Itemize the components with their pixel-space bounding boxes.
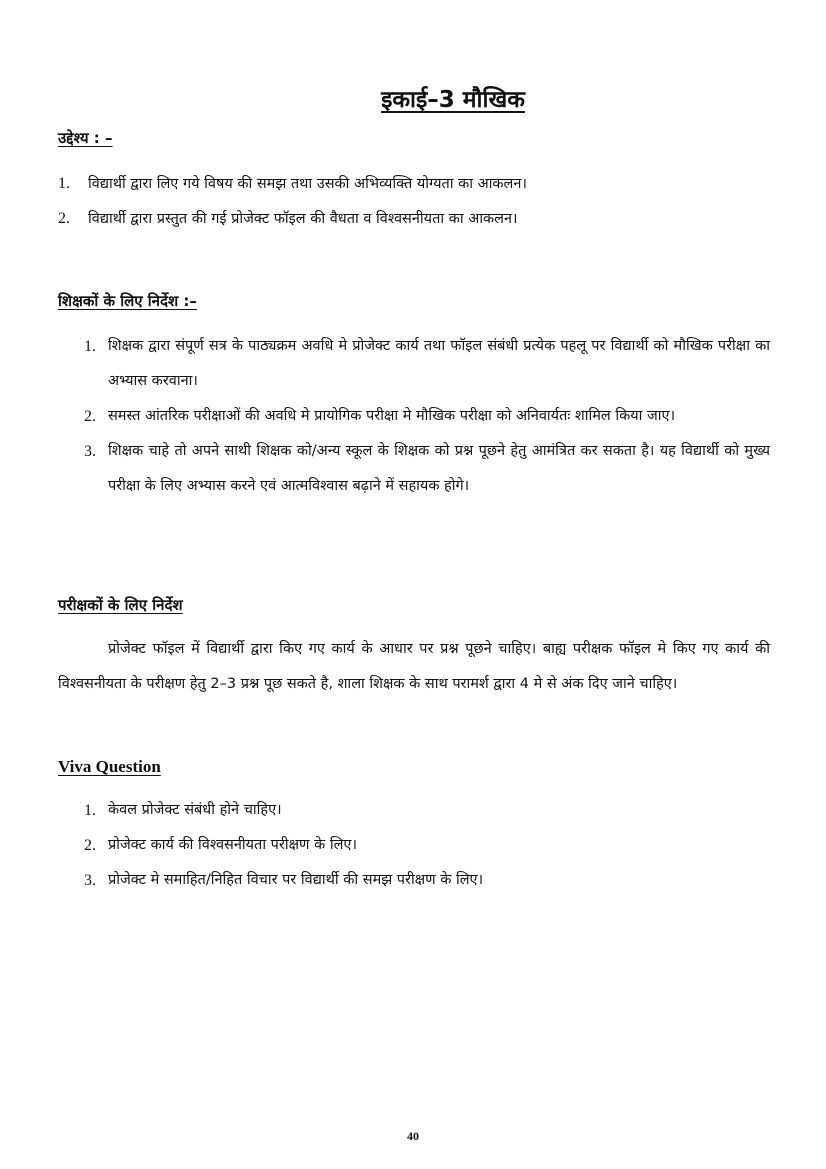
page-title: इकाई–3 मौखिक [381, 87, 525, 113]
list-item [84, 828, 770, 863]
item-text: विद्यार्थी द्वारा लिए गये विषय की समझ तथा उसकी अभिव्यक्ति योग्यता का आकलन। [88, 176, 527, 192]
list-item [58, 175, 778, 210]
item-text: शिक्षक द्वारा संपूर्ण सत्र के पाठ्यक्रम अवधि मे प्रोजेक्ट कार्य तथा फॉइल संबंधी प्रत्येक पहलू पर विद्यार्थी को मौखिक परीक्षा का अभ्यास करवाना। [108, 338, 771, 389]
objectives-heading: उद्देश्य : – [58, 129, 113, 147]
examiner-instructions-paragraph: प्रोजेक्ट फॉइल में विद्यार्थी द्वारा किए गए कार्य के आधार पर प्रश्न पूछने चाहिए। बाह्य परीक्षक फॉइल मे किए गए कार्य की विश्वसनीयता के परीक्षण हेतु 2–3 प्रश्न पूछ सकते है, शाला शिक्षक के साथ परामर्श द्वारा 4 मे से अंक दिए जाने चाहिए। [58, 641, 770, 692]
list-item [84, 793, 770, 828]
list-item [84, 399, 770, 434]
item-number: 1. [84, 338, 96, 355]
item-number: 3. [84, 872, 96, 889]
objectives-list [58, 175, 778, 245]
item-text: समस्त आंतरिक परीक्षाओं की अवधि मे प्रायोगिक परीक्षा मे मौखिक परीक्षा को अनिवार्यतः शामिल किया जाए। [108, 408, 676, 424]
item-text: विद्यार्थी द्वारा प्रस्तुत की गई प्रोजेक्ट फॉइल की वैधता व विश्वसनीयता का आकलन। [88, 211, 518, 227]
list-item [84, 329, 770, 399]
teacher-instructions-list [84, 329, 770, 504]
item-number: 2. [84, 408, 96, 425]
viva-list [84, 793, 770, 898]
item-number: 2. [84, 837, 96, 854]
viva-heading: Viva Question [58, 757, 161, 776]
teacher-instructions-heading: शिक्षकों के लिए निर्देश :– [58, 292, 197, 310]
item-number: 2. [58, 210, 70, 227]
page-number: 40 [407, 1129, 419, 1143]
list-item [84, 863, 770, 898]
examiner-instructions-heading: परीक्षकों के लिए निर्देश [58, 596, 183, 614]
item-text: प्रोजेक्ट मे समाहित/निहित विचार पर विद्यार्थी की समझ परीक्षण के लिए। [108, 872, 484, 888]
item-text: प्रोजेक्ट कार्य की विश्वसनीयता परीक्षण के लिए। [108, 837, 357, 853]
item-text: केवल प्रोजेक्ट संबंधी होने चाहिए। [108, 802, 282, 818]
list-item [58, 210, 778, 245]
list-item [84, 434, 770, 504]
item-text: शिक्षक चाहे तो अपने साथी शिक्षक को/अन्य स्कूल के शिक्षक को प्रश्न पूछने हेतु आमंत्रित कर सकता है। यह विद्यार्थी को मुख्य परीक्षा के लिए अभ्यास करने एवं आत्मविश्वास बढ़ाने में सहायक होगे। [108, 443, 770, 494]
item-number: 3. [84, 443, 96, 460]
item-number: 1. [84, 802, 96, 819]
item-number: 1. [58, 175, 70, 192]
